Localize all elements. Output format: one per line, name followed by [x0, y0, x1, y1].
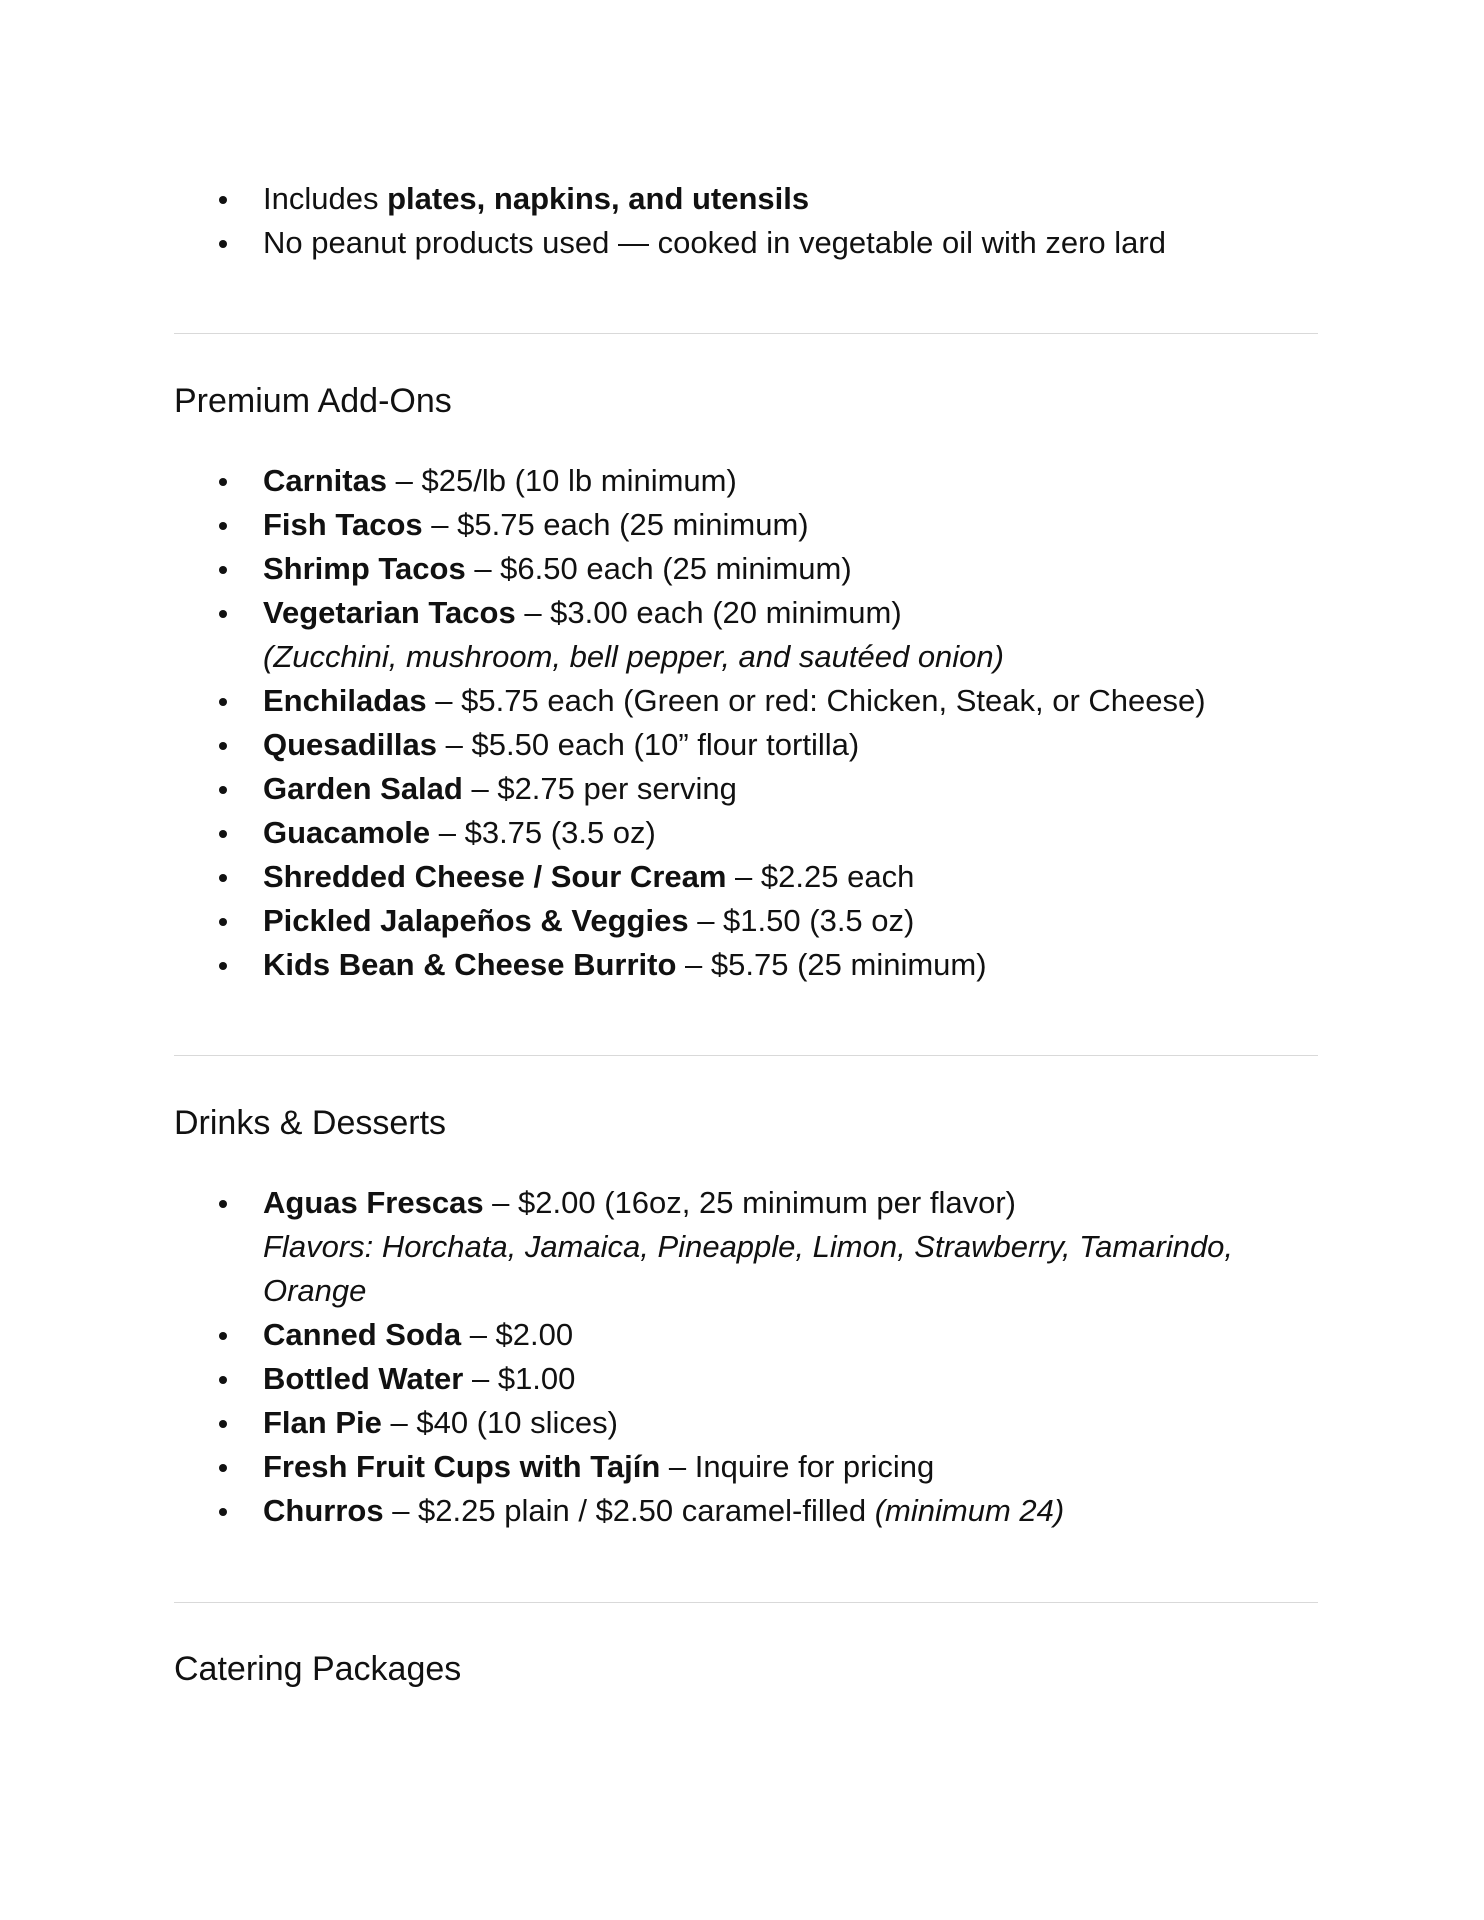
list-item — [174, 899, 1206, 943]
drinks-desserts-list — [174, 1181, 1318, 1533]
list-item — [174, 221, 1166, 265]
list-item — [174, 855, 1206, 899]
item-detail: – $2.25 plain / $2.50 caramel-filled — [383, 1493, 875, 1528]
item-detail: – $6.50 each (25 minimum) — [465, 551, 852, 586]
item-name: Carnitas — [263, 463, 388, 498]
item-detail: – $5.50 each (10” flour tortilla) — [437, 727, 860, 762]
item-name: Kids Bean & Cheese Burrito — [263, 947, 677, 982]
item-name: Flan Pie — [263, 1405, 382, 1440]
item-text: No peanut products used — cooked in vegetable oil with zero lard — [263, 225, 1166, 260]
section-divider — [174, 1055, 1318, 1056]
list-item — [174, 1313, 1318, 1357]
item-note: Flavors: Horchata, Jamaica, Pineapple, Limon, Strawberry, Tamarindo, Orange — [263, 1229, 1234, 1308]
section-title-premium-addons: Premium Add-Ons — [174, 382, 452, 420]
item-name: Vegetarian Tacos — [263, 595, 516, 630]
list-item — [174, 547, 1206, 591]
list-item — [174, 1357, 1318, 1401]
item-name: Shredded Cheese / Sour Cream — [263, 859, 727, 894]
item-detail: – $5.75 each (Green or red: Chicken, Steak, or Cheese) — [426, 683, 1206, 718]
item-name: Shrimp Tacos — [263, 551, 466, 586]
item-emphasis: plates, napkins, and utensils — [387, 181, 810, 216]
section-divider — [174, 333, 1318, 334]
item-name: Fresh Fruit Cups with Tajín — [263, 1449, 661, 1484]
item-detail: – $5.75 each (25 minimum) — [422, 507, 809, 542]
item-detail: – $1.50 (3.5 oz) — [688, 903, 915, 938]
item-name: Garden Salad — [263, 771, 463, 806]
item-name: Enchiladas — [263, 683, 427, 718]
item-name: Bottled Water — [263, 1361, 464, 1396]
item-detail: – $2.00 (16oz, 25 minimum per flavor) — [483, 1185, 1016, 1220]
list-item — [174, 177, 1166, 221]
item-detail: – $40 (10 slices) — [381, 1405, 618, 1440]
list-item — [174, 679, 1206, 723]
list-item — [174, 767, 1206, 811]
section-title-catering-packages: Catering Packages — [174, 1650, 462, 1688]
item-detail: – $2.75 per serving — [462, 771, 737, 806]
item-name: Aguas Frescas — [263, 1185, 484, 1220]
item-detail: – $3.00 each (20 minimum) — [515, 595, 902, 630]
item-name: Guacamole — [263, 815, 431, 850]
item-name: Quesadillas — [263, 727, 438, 762]
item-name: Churros — [263, 1493, 384, 1528]
item-note: (minimum 24) — [874, 1493, 1065, 1528]
list-item — [174, 723, 1206, 767]
included-list — [174, 177, 1166, 265]
item-detail: – Inquire for pricing — [660, 1449, 935, 1484]
item-detail: – $1.00 — [463, 1361, 576, 1396]
item-name: Fish Tacos — [263, 507, 423, 542]
list-item — [174, 1401, 1318, 1445]
item-prefix: Includes — [263, 181, 388, 216]
item-detail: – $25/lb (10 lb minimum) — [387, 463, 737, 498]
list-item — [174, 1445, 1318, 1489]
list-item — [174, 1181, 1318, 1313]
list-item — [174, 1489, 1318, 1533]
item-detail: – $3.75 (3.5 oz) — [430, 815, 656, 850]
section-title-drinks-desserts: Drinks & Desserts — [174, 1104, 447, 1142]
section-divider — [174, 1602, 1318, 1603]
item-detail: – $2.00 — [461, 1317, 574, 1352]
list-item — [174, 943, 1206, 987]
premium-addons-list — [174, 459, 1206, 987]
list-item — [174, 591, 1206, 679]
list-item — [174, 459, 1206, 503]
list-item — [174, 503, 1206, 547]
item-name: Pickled Jalapeños & Veggies — [263, 903, 689, 938]
item-note: (Zucchini, mushroom, bell pepper, and sautéed onion) — [263, 639, 1004, 674]
item-name: Canned Soda — [263, 1317, 462, 1352]
list-item — [174, 811, 1206, 855]
item-detail: – $5.75 (25 minimum) — [676, 947, 987, 982]
item-detail: – $2.25 each — [726, 859, 915, 894]
